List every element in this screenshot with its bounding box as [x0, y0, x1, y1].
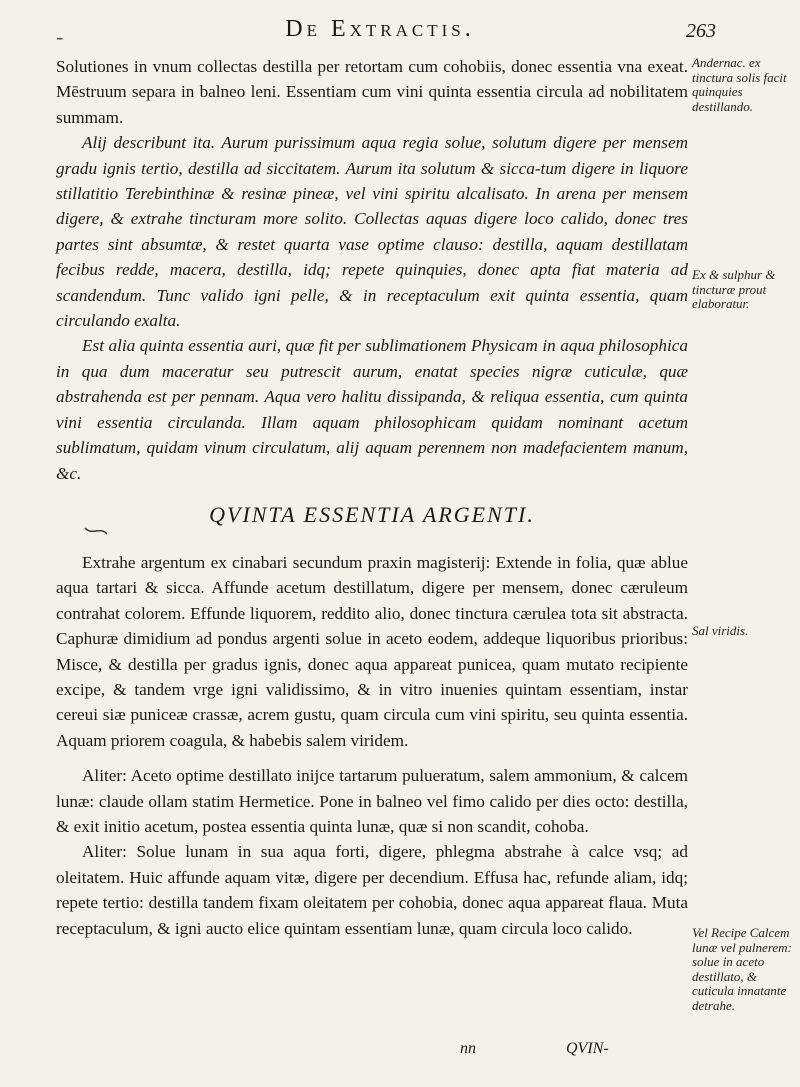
- paragraph-aliter-aceto: Aliter: Aceto optime destillato inijce tartarum pulueratum, salem ammonium, & calcem lunæ: claude ollam statim Hermetice. Pone in balneo vel fimo calido per dies octo: destilla, & exit initio acetum, postea essentia quinta lunæ, quæ si non scandit, cohoba.: [56, 766, 688, 836]
- section-title-text: QVINTA ESSENTIA ARGENTI.: [209, 501, 535, 527]
- paragraph-alij-describunt: Alij describunt ita. Aurum purissimum aqua regia solue, solutum digere per mensem gradu ignis tertio, destilla ad siccitatem. Aurum ita solutum & sicca-tum digere in liquore stillatitio Terebinthinæ & resinæ pineæ, vel vini spiritu alcalisato. In arena per mensem digere, & extrahe tincturam more solito. Collectas aquas digere loco calido, donec tres partes sint absumtæ, & restet quarta vase optime clauso: destilla, aquam destillatam fecibus redde, macera, destilla, idq; repete quinquies, donec apta fiat materia ad scandendum. Tunc valido igni pelle, & in receptaculum exit quinta essentia, quam circulando exalta.: [56, 133, 688, 331]
- catchword: QVIN-: [566, 1040, 609, 1057]
- paragraph-est-alia: Est alia quinta essentia auri, quæ fit per sublimationem Physicam in aqua philosophica in qua dum maceratur seu putrescit aurum, enatat species nigræ cuticulæ, quæ abstrahenda est per pennam. Aqua vero halitu dissipanda, & reliqua essentia, cum quinta vini essentia circulanda. Illam aquam philosophicam quidam nominant acetum sublimatum, quidam vinum circulatum, alij aquam perennem non madefacientem manum, &c.: [56, 336, 688, 483]
- paragraph-solutiones: Solutiones in vnum collectas destilla per retortam cum cohobiis, donec essentia vna exeat. Mēstruum separa in balneo leni. Essentiam cum vini quinta essentia circula ad nobilitatem summam.: [56, 57, 688, 127]
- signature-mark: nn: [460, 1040, 476, 1057]
- running-head: De Extractis.: [285, 16, 475, 42]
- header-dash: -: [56, 24, 64, 49]
- paragraph-aliter-solue: Aliter: Solue lunam in sua aqua forti, digere, phlegma abstrahe à calce vsq; ad oleitatem. Huic affunde aquam vitæ, digere per decendium. Effusa hac, refunde aliam, idq; repete tertio: destilla tandem fixam oleitatem per cohobia, donec aqua appareat flaua. Muta receptaculum, & igni aucto elice quintam essentiam lunæ, quam circula loco calido.: [56, 842, 688, 938]
- page-number: 263: [686, 20, 716, 42]
- swash-ornament-icon: [84, 526, 108, 536]
- paragraph-extrahe-argentum: Extrahe argentum ex cinabari secundum praxin magisterij: Extende in folia, quæ ablue aqua tartari & sicca. Affunde acetum destillatum, digere per mensem, donec cæruleum contrahat colorem. Effunde liquorem, reddito alio, donec tinctura cærulea tota sit abstracta. Caphuræ dimidium ad pondus argenti solue in aceto eodem, addeque liquoribus prioribus: Misce, & destilla per gradus ignis, donec aqua appareat punicea, quam mutato recipiente excipe, & tandem vrge igni validissimo, & in vitro inuenies quintam essentiam, instar cereui siæ puniceæ crassæ, acrem gustu, quam circula cum vini spiritu, seu quinta essentia. Aquam priorem coagula, & habebis salem viridem.: [56, 552, 688, 750]
- page-header: [0, 12, 800, 52]
- section-title: [56, 502, 688, 528]
- margin-note-andernac: Andernac. ex tinctura solis facit quinquies destillando.: [692, 55, 787, 114]
- main-text: [56, 54, 688, 941]
- margin-note-ea-sulphur: Ex & sulphur & tincturæ prout elaboratur.: [692, 267, 776, 311]
- margin-note-sal-viridis: Sal viridis.: [692, 623, 749, 638]
- margin-note-vel-recipe: Vel Recipe Calcem lunæ vel pulnerem: solue in aceto destillato, & cuticula innatante detrahe.: [692, 925, 792, 1013]
